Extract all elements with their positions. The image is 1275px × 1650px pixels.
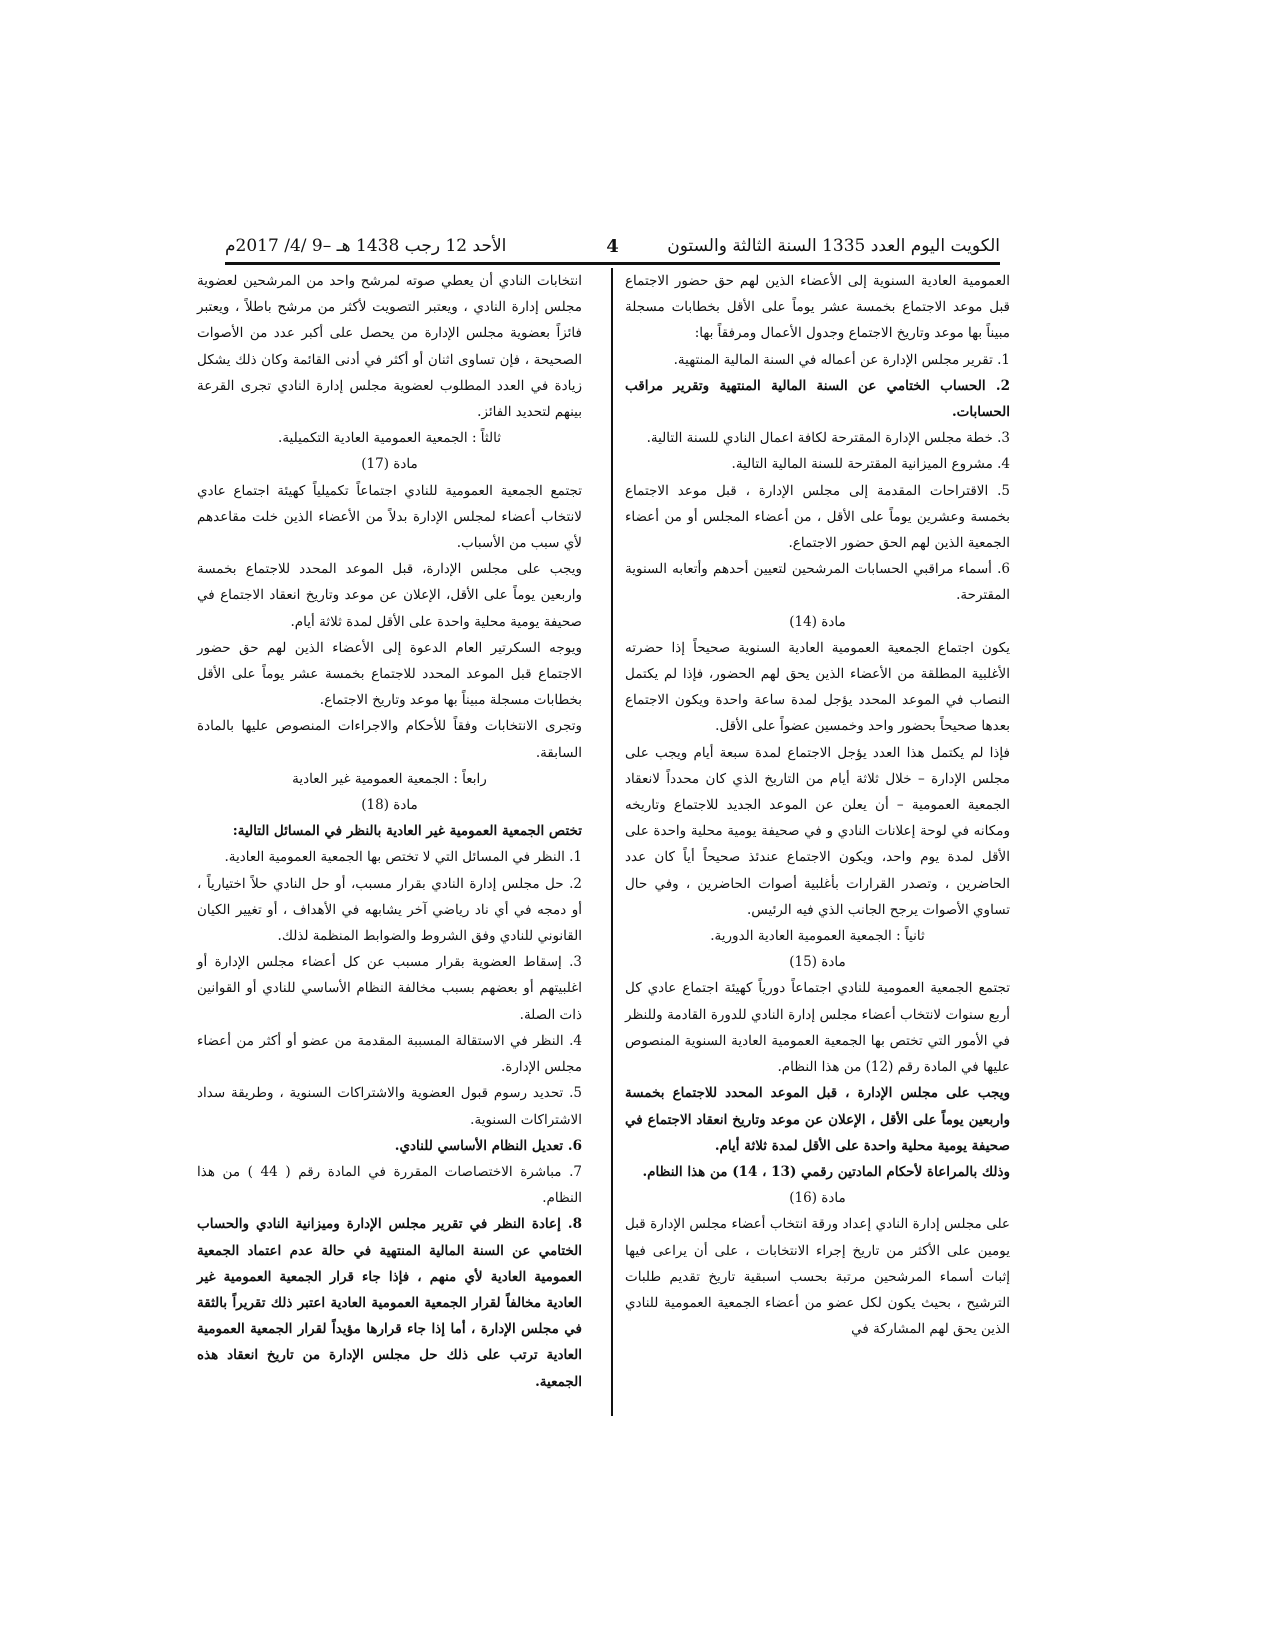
paragraph: العمومية العادية السنوية إلى الأعضاء الذين لهم حق حضور الاجتماع قبل موعد الاجتماع بخمسة عشر يوماً على الأقل بخطابات مسجلة مبيناً بها موعد وتاريخ الاجتماع وجدول الأعمال ومرفقاً بها: xyxy=(625,273,1010,342)
left-column xyxy=(197,268,582,1395)
article-heading: مادة (15) xyxy=(789,954,846,971)
paragraph: ويجب على مجلس الإدارة، قبل الموعد المحدد للاجتماع بخمسة واربعين يوماً على الأقل، الإعلان عن موعد وتاريخ انعقاد الاجتماع في صحيفة يومية محلية واحدة على الأقل لمدة ثلاثة أيام. xyxy=(197,561,582,630)
section-heading: رابعاً : الجمعية العمومية غير العادية xyxy=(292,770,487,787)
paragraph: على مجلس إدارة النادي إعداد ورقة انتخاب أعضاء مجلس الإدارة قبل يومين على الأكثر من تاريخ إجراء الانتخابات ، على أن يراعى فيها إثبات أسماء المرشحين مرتبة بحسب اسبقية تاريخ تقديم طلبات الترشيح ، بحيث يكون لكل عضو من أعضاء الجمعية العمومية للنادي الذين يحق لهم المشاركة في xyxy=(625,1216,1010,1338)
paragraph: فإذا لم يكتمل هذا العدد يؤجل الاجتماع لمدة سبعة أيام ويجب على مجلس الإدارة – خلال ثلاثة أيام من التاريخ الذي كان محدداً لانعقاد الجمعية العمومية – أن يعلن عن الموعد الجديد للاجتماع وتاريخه ومكانه في لوحة إعلانات النادي و في صحيفة يومية محلية واحدة على الأقل لمدة يوم واحد، ويكون الاجتماع عندئذ صحيحاً أياً كان عدد الحاضرين ، وتصدر القرارات بأغلبية أصوات الحاضرين ، وفي حال تساوي الأصوات يرجح الجانب الذي فيه الرئيس. xyxy=(625,744,1010,918)
article-heading: مادة (17) xyxy=(361,456,418,473)
list-item: 5. الاقتراحات المقدمة إلى مجلس الإدارة ، قبل موعد الاجتماع بخمسة وعشرين يوماً على الأقل ، من أعضاء المجلس أو من أعضاء الجمعية الذين لهم الحق حضور الاجتماع. xyxy=(625,482,1010,552)
paragraph: تجتمع الجمعية العمومية للنادي اجتماعاً دورياً كهيئة اجتماع عادي كل أربع سنوات لانتخاب أعضاء مجلس إدارة النادي للدورة القادمة وللنظر في الأمور التي تختص بها الجمعية العمومية العادية السنوية المنصوص عليها في المادة رقم (12) من هذا النظام. xyxy=(625,980,1010,1076)
column-divider xyxy=(611,268,613,1416)
list-item: 2. حل مجلس إدارة النادي بقرار مسبب، أو حل النادي حلاً اختيارياً ، أو دمجه في أي ناد رياضي آخر يشابهه في الأهداف ، أو تغيير الكيان القانوني للنادي وفق الشروط والضوابط المنظمة لذلك. xyxy=(197,875,582,945)
list-item: 1. النظر في المسائل التي لا تختص بها الجمعية العمومية العادية. xyxy=(224,849,582,866)
list-item: 4. مشروع الميزانية المقترحة للسنة المالية التالية. xyxy=(731,456,1010,473)
paragraph: تجتمع الجمعية العمومية للنادي اجتماعاً تكميلياً كهيئة اجتماع عادي لانتخاب أعضاء لمجلس الإدارة بدلاً من الأعضاء الذين خلت مقاعدهم لأي سبب من الأسباب. xyxy=(197,482,582,552)
page-number: 4 xyxy=(606,236,619,257)
list-item: 1. تقرير مجلس الإدارة عن أعماله في السنة المالية المنتهية. xyxy=(673,351,1010,368)
header-publication: الكويت اليوم العدد 1335 السنة الثالثة والستون xyxy=(667,236,1000,256)
list-item: 6. تعديل النظام الأساسي للنادي. xyxy=(394,1137,582,1154)
paragraph: وذلك بالمراعاة لأحكام المادتين رقمي (13 ، 14) من هذا النظام. xyxy=(642,1163,1010,1180)
page-header xyxy=(225,236,1000,262)
list-item: 2. الحساب الختامي عن السنة المالية المنتهية وتقرير مراقب الحسابات. xyxy=(625,377,1010,421)
article-heading: مادة (16) xyxy=(789,1190,846,1207)
right-column xyxy=(625,268,1010,1342)
article-heading: مادة (14) xyxy=(789,613,846,630)
paragraph: تختص الجمعية العمومية غير العادية بالنظر في المسائل التالية: xyxy=(232,823,582,840)
paragraph: وتجرى الانتخابات وفقاً للأحكام والاجراءات المنصوص عليها بالمادة السابقة. xyxy=(197,718,582,761)
list-item: 4. النظر في الاستقالة المسببة المقدمة من عضو أو أكثر من أعضاء مجلس الإدارة. xyxy=(197,1032,582,1076)
paragraph: ويجب على مجلس الإدارة ، قبل الموعد المحدد للاجتماع بخمسة واربعين يوماً على الأقل ، الإعلان عن موعد وتاريخ انعقاد الاجتماع في صحيفة يومية محلية واحدة على الأقل لمدة ثلاثة أيام. xyxy=(625,1085,1010,1154)
paragraph: انتخابات النادي أن يعطي صوته لمرشح واحد من المرشحين لعضوية مجلس إدارة النادي ، ويعتبر التصويت لأكثر من مرشح باطلاً ، ويعتبر فائزاً بعضوية مجلس الإدارة من يحصل على أكبر عدد من الأصوات الصحيحة ، فإن تساوى اثنان أو أكثر في أدنى القائمة وكان ذلك يشكل زيادة في العدد المطلوب لعضوية مجلس إدارة النادي تجرى القرعة بينهم لتحديد الفائز. xyxy=(197,273,582,421)
section-heading: ثانياً : الجمعية العمومية العادية الدورية. xyxy=(710,928,925,945)
paragraph: ويوجه السكرتير العام الدعوة إلى الأعضاء الذين لهم حق حضور الاجتماع قبل الموعد المحدد للاجتماع بخمسة عشر يوماً على الأقل بخطابات مسجلة مبيناً بها موعد وتاريخ الاجتماع. xyxy=(197,639,582,709)
list-item: 8. إعادة النظر في تقرير مجلس الإدارة وميزانية النادي والحساب الختامي عن السنة المالية المنتهية في حالة عدم اعتماد الجمعية العمومية العادية لأي منهم ، فإذا جاء قرار الجمعية العمومية غير العادية مخالفاً لقرار الجمعية العمومية العادية اعتبر ذلك تقريراً بالثقة في مجلس الإدارة ، أما إذا جاء قرارها مؤيداً لقرار الجمعية العمومية العادية ترتب على ذلك حل مجلس الإدارة من تاريخ انعقاد هذه الجمعية. xyxy=(197,1216,582,1390)
header-date: الأحد 12 رجب 1438 هـ –9 /4/ 2017م xyxy=(225,236,507,256)
list-item: 7. مباشرة الاختصاصات المقررة في المادة رقم ( 44 ) من هذا النظام. xyxy=(197,1163,582,1207)
list-item: 3. إسقاط العضوية بقرار مسبب عن كل أعضاء مجلس الإدارة أو اغلبيتهم أو بعضهم بسبب مخالفة النظام الأساسي للنادي أو القوانين ذات الصلة. xyxy=(197,954,582,1023)
article-heading: مادة (18) xyxy=(361,797,418,814)
paragraph: يكون اجتماع الجمعية العمومية العادية السنوية صحيحاً إذا حضرته الأغلبية المطلقة من الأعضاء الذين يحق لهم الحضور، فإذا لم يكتمل النصاب في الموعد المحدد يؤجل لمدة ساعة واحدة ويكون الاجتماع بعدها صحيحاً بحضور واحد وخمسين عضواً على الأقل. xyxy=(625,639,1010,735)
list-item: 3. خطة مجلس الإدارة المقترحة لكافة اعمال النادي للسنة التالية. xyxy=(646,430,1010,447)
header-rule xyxy=(225,262,1000,265)
list-item: 5. تحديد رسوم قبول العضوية والاشتراكات السنوية ، وطريقة سداد الاشتراكات السنوية. xyxy=(197,1085,582,1128)
list-item: 6. أسماء مراقبي الحسابات المرشحين لتعيين أحدهم وأتعابه السنوية المقترحة. xyxy=(625,561,1010,604)
section-heading: ثالثاً : الجمعية العمومية العادية التكميلية. xyxy=(278,430,501,447)
